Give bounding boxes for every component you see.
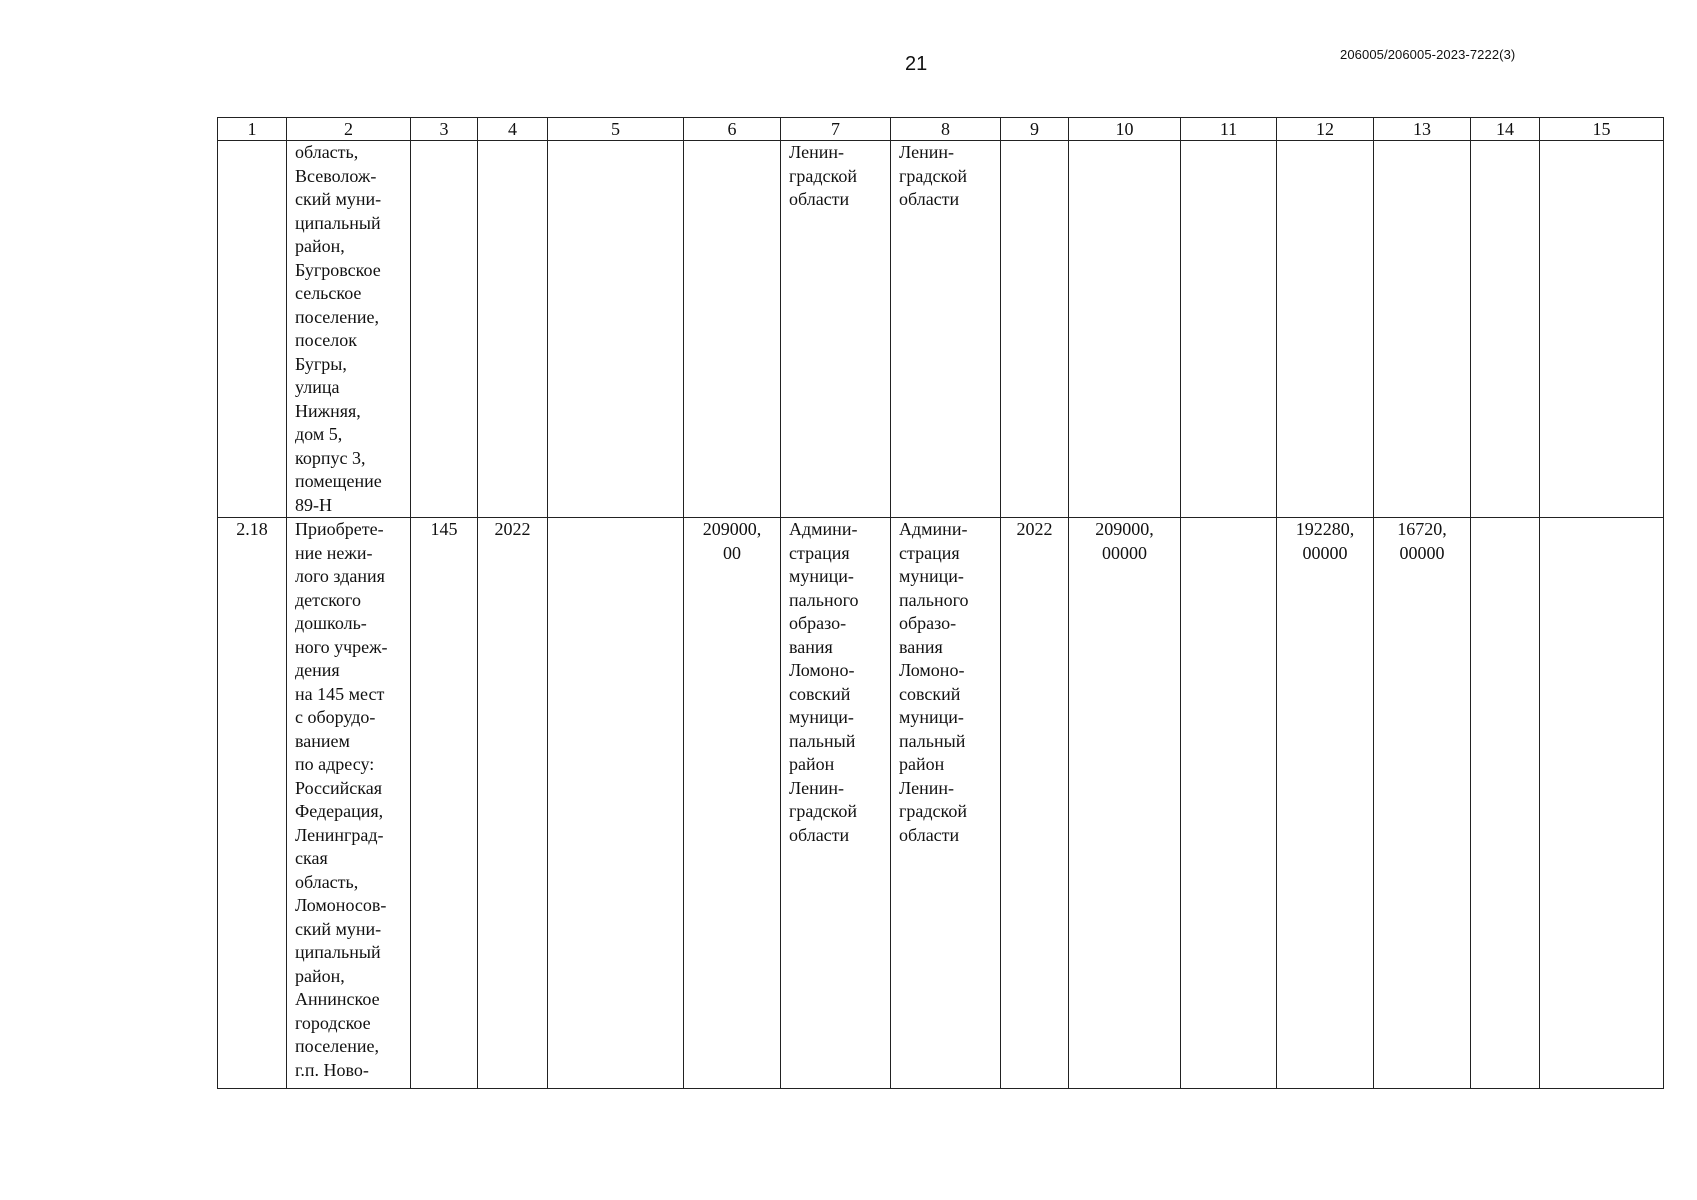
column-header: 8 (891, 118, 1001, 141)
column-header: 13 (1374, 118, 1471, 141)
year-cell: 2022 (1001, 518, 1069, 1089)
table-cell (1277, 141, 1374, 518)
table-cell (1181, 518, 1277, 1089)
amount-cell: 209000, 00000 (1069, 518, 1181, 1089)
data-table (217, 117, 1664, 1089)
column-header: 3 (411, 118, 478, 141)
table-cell: Ленин- градской области (781, 141, 891, 518)
table-cell (1069, 141, 1181, 518)
table-cell (1540, 518, 1664, 1089)
row-number-cell: 2.18 (218, 518, 287, 1089)
recipient-cell: Админи- страция муници- пального образо- вания Ломоно- совский муници- пальный район Ленин- градской области (891, 518, 1001, 1089)
table-cell (478, 141, 548, 518)
column-header: 5 (548, 118, 684, 141)
address-cell: область, Всеволож- ский муни- ципальный район, Бугровское сельское поселение, поселок Бугры, улица Нижняя, дом 5, корпус 3, помещение 89-Н (287, 141, 411, 518)
table-cell (1540, 141, 1664, 518)
table-cell (218, 141, 287, 518)
table-cell (1374, 141, 1471, 518)
column-number-header-row (218, 118, 1664, 141)
table-cell (548, 141, 684, 518)
column-header: 1 (218, 118, 287, 141)
column-header: 15 (1540, 118, 1664, 141)
table-cell (411, 141, 478, 518)
column-header: 2 (287, 118, 411, 141)
table-cell (548, 518, 684, 1089)
table-cell: Ленин- градской области (891, 141, 1001, 518)
amount-cell: 16720, 00000 (1374, 518, 1471, 1089)
column-header: 7 (781, 118, 891, 141)
table-cell (684, 141, 781, 518)
page-number: 21 (905, 53, 928, 75)
table-cell (1471, 141, 1540, 518)
column-header: 10 (1069, 118, 1181, 141)
description-cell: Приобрете- ние нежи- лого здания детского дошколь- ного учреж- дения на 145 мест с оборудо- ванием по адресу: Российская Федерация, Ленинград- ская область, Ломоносов- ский муни- ципальный район, Аннинское городское поселение, г.п. Ново- (287, 518, 411, 1089)
column-header: 4 (478, 118, 548, 141)
table-cell (1471, 518, 1540, 1089)
amount-cell: 192280, 00000 (1277, 518, 1374, 1089)
table-row (218, 518, 1664, 1089)
column-header: 12 (1277, 118, 1374, 141)
cost-cell: 209000, 00 (684, 518, 781, 1089)
table-row (218, 141, 1664, 518)
column-header: 9 (1001, 118, 1069, 141)
customer-cell: Админи- страция муници- пального образо- вания Ломоно- совский муници- пальный район Ленин- градской области (781, 518, 891, 1089)
column-header: 6 (684, 118, 781, 141)
table-cell (1181, 141, 1277, 518)
table-cell (1001, 141, 1069, 518)
column-header: 11 (1181, 118, 1277, 141)
year-cell: 2022 (478, 518, 548, 1089)
document-id: 206005/206005-2023-7222(3) (1340, 47, 1516, 62)
capacity-cell: 145 (411, 518, 478, 1089)
column-header: 14 (1471, 118, 1540, 141)
